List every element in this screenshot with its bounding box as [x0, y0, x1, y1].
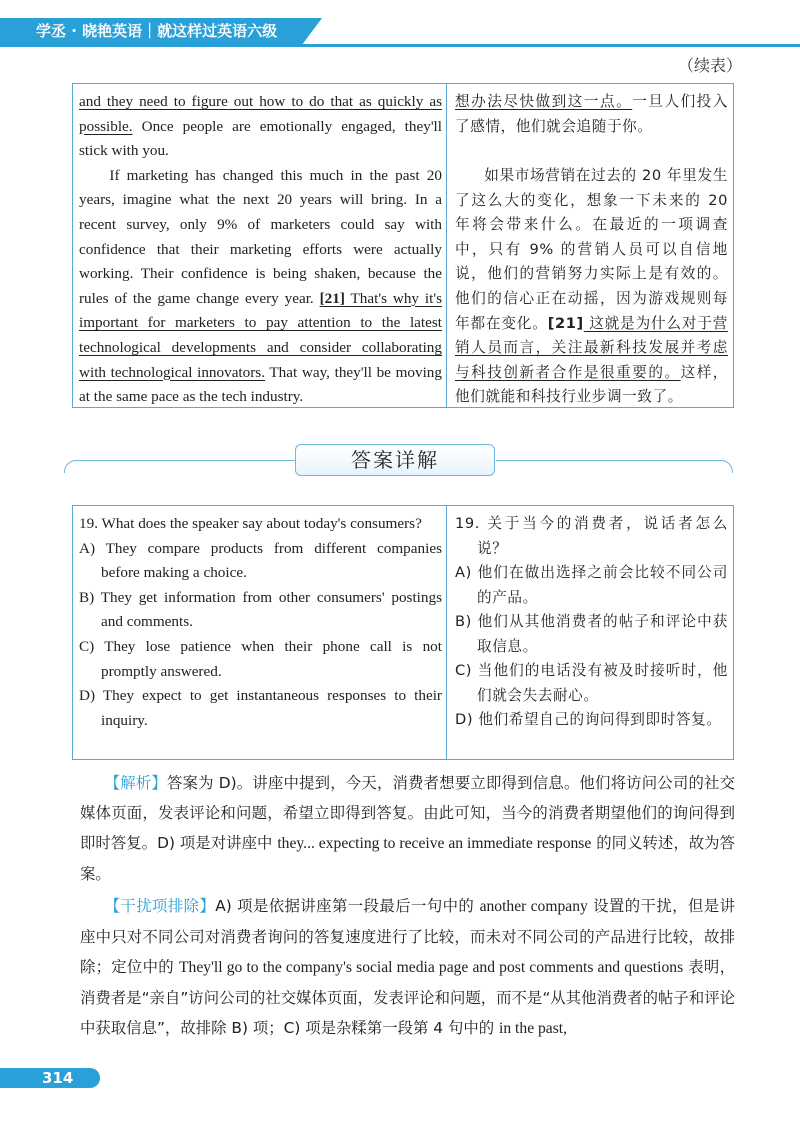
analysis-tag: 【解析】	[104, 774, 167, 792]
passage-en-paragraph-2	[79, 164, 442, 410]
page-number: 314	[42, 1069, 74, 1087]
passage-en-paragraph-1	[79, 90, 442, 164]
passage-text: That way, they'll be moving at the same pace as the tech industry.	[79, 363, 442, 406]
continued-label: （续表）	[677, 56, 742, 75]
analysis-paragraph	[80, 768, 735, 889]
distractor-quote: They'll go to the company's social media page and post comments and questions	[179, 959, 684, 976]
option-c-zh: C) 当他们的电话没有被及时接听时，他们就会失去耐心。	[455, 662, 728, 704]
passage-table	[72, 83, 734, 408]
distractor-quote: another company	[479, 898, 588, 915]
section-rule-left	[64, 460, 295, 473]
option-d-zh: D) 他们希望自己的询问得到即时答复。	[455, 711, 722, 728]
underlined-text: possible.	[79, 117, 133, 135]
question-english-column	[73, 506, 447, 759]
option-c-en: C) They lose patience when their phone call is not promptly answered.	[79, 637, 442, 680]
distractor-text: A) 项是依据讲座第一段最后一句中的	[215, 897, 480, 915]
option-b-en: B) They get information from other consumers' postings and comments.	[79, 588, 442, 631]
question-stem-en: 19. What does the speaker say about today's consumers?	[79, 515, 422, 532]
distractor-quote: in the past,	[499, 1020, 568, 1037]
analysis-quote: they... expecting to receive an immediate response	[277, 835, 592, 852]
analysis-text: 的同义转述，故为答案。	[80, 834, 735, 883]
passage-text: 如果市场营销在过去的 20 年里发生了这么大的变化，想象一下未来的 20 年将会带来什么。在最近的一项调查中，只有 9% 的营销人员可以自信地说，他们的营销努力实际上是有效的。他们的信心正在动摇，因为游戏规则每年都在变化。	[455, 167, 728, 332]
analysis-text: 答案为 D)。讲座中提到，今天，消费者想要立即得到信息。他们将访问公司的社交媒体页面，发表评论和问题，希望立即得到答复。由此可知，当今的消费者期望他们的询问得到即时答复。D) 项是对讲座中	[80, 774, 735, 852]
distractor-text: 设置的干扰，但是讲座中只对不同公司对消费者询问的答复速度进行了比较，而未对不同公司的产品进行比较，故排除；定位中的	[80, 897, 735, 976]
question-table	[72, 505, 734, 760]
option-a-zh: A) 他们在做出选择之前会比较不同公司的产品。	[455, 564, 728, 606]
distractor-text: 表明，消费者是“亲自”访问公司的社交媒体页面，发表评论和问题，而不是“从其他消费者的帖子和评论中获取信息”，故排除 B) 项；C) 项是杂糅第一段第 4 句中的	[80, 958, 735, 1037]
underlined-text: That's why it's important for marketers to pay attention to the latest technological developments and consider collaborating with technological innovators.	[79, 289, 442, 381]
distractor-paragraph	[80, 891, 735, 1044]
passage-text: If marketing has changed this much in the past 20 years, imagine what the next 20 years will bring. In a recent survey, only 9% of marketers could say with confidence that their marketing efforts were actually working. Their confidence is being shaken, because the rules of the game change every year.	[79, 166, 442, 307]
passage-text: Once people are emotionally engaged, they'll stick with you.	[79, 117, 442, 160]
passage-text: 一旦人们投入了感情，他们就会追随于你。	[455, 93, 728, 135]
book-title: 学丞 · 晓艳英语｜就这样过英语六级	[36, 22, 278, 40]
passage-chinese-column	[447, 84, 732, 407]
passage-zh-paragraph-2	[455, 164, 728, 410]
underlined-text: 想办法尽快做到这一点。	[455, 93, 633, 110]
passage-text: 这样，他们就能和科技行业步调一致了。	[455, 363, 728, 406]
section-title: 答案详解	[295, 444, 495, 476]
section-rule-right	[496, 460, 733, 473]
passage-english-column	[73, 84, 447, 407]
option-d-en: D) They expect to get instantaneous responses to their inquiry.	[79, 687, 442, 729]
option-a-en: A) They compare products from different companies before making a choice.	[79, 539, 442, 582]
option-b-zh: B) 他们从其他消费者的帖子和评论中获取信息。	[455, 613, 728, 655]
question-marker: [21]	[547, 314, 584, 332]
question-marker: [21]	[319, 289, 345, 307]
question-chinese-column	[447, 506, 732, 759]
underlined-text: 这就是为什么对于营销人员而言，关注最新科技发展并考虑与科技创新者合作是很重要的。	[455, 314, 729, 381]
distractor-tag: 【干扰项排除】	[104, 897, 216, 915]
header-rule	[0, 44, 800, 47]
underlined-text: and they need to figure out how to do that as quickly as	[79, 93, 442, 110]
question-stem-zh: 19. 关于当今的消费者，说话者怎么说？	[455, 515, 728, 557]
passage-zh-paragraph-1	[455, 90, 728, 164]
